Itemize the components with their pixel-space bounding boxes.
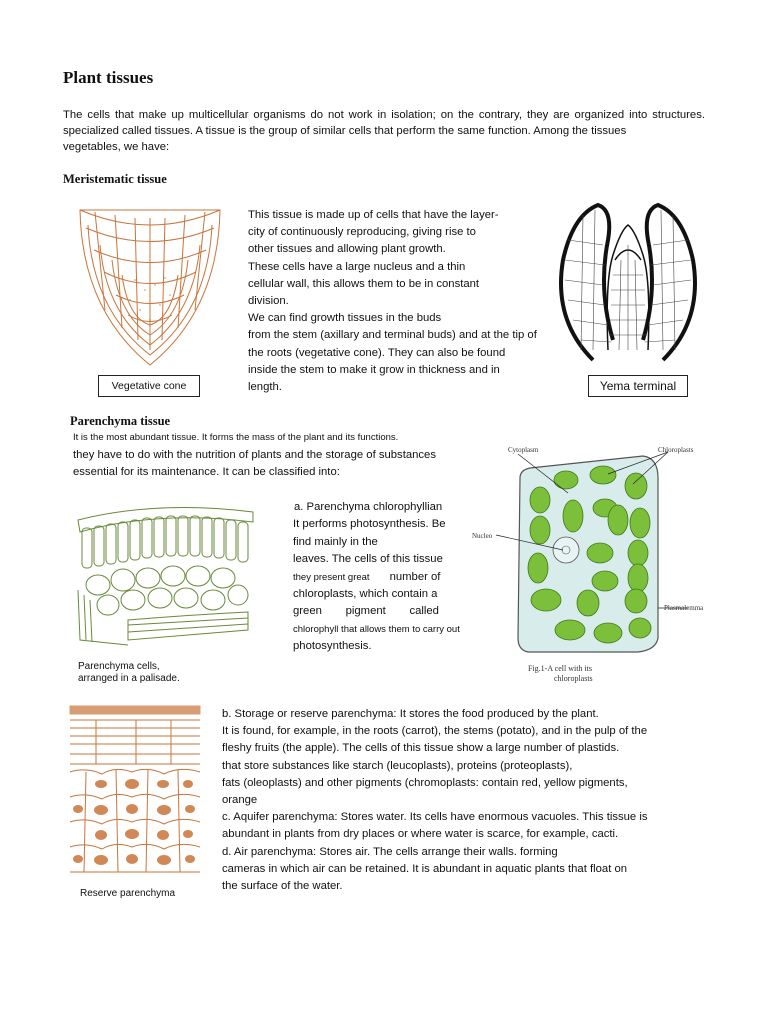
- terminal-bud-figure: [553, 200, 703, 362]
- meristematic-line: cellular wall, this allows them to be in constant: [248, 277, 480, 290]
- storage-line: c. Aquifer parenchyma: Stores water. Its cells have enormous vacuoles. This tissue is: [222, 811, 648, 824]
- parenchyma-heading: Parenchyma tissue: [70, 414, 171, 428]
- vegetative-cone-caption: Vegetative cone: [98, 375, 200, 397]
- cytoplasm-label: Cytoplasm: [508, 446, 539, 454]
- cell-figure-caption-1: Fig.1-A cell with its: [528, 664, 592, 673]
- storage-line: the surface of the water.: [222, 880, 343, 893]
- parenchyma-line-3: essential for its maintenance. It can be classified into:: [73, 466, 340, 478]
- intro-line-2: specialized called tissues. A tissue is the group of similar cells that perform the same function. Among the tissues: [63, 125, 627, 137]
- storage-line: d. Air parenchyma: Stores air. The cells arrange their walls. forming: [222, 845, 558, 858]
- storage-paragraph: [222, 706, 706, 895]
- vegetative-cone-figure: [70, 200, 230, 370]
- reserve-parenchyma-caption: Reserve parenchyma: [80, 888, 176, 899]
- intro-line-3: vegetables, we have:: [63, 141, 170, 153]
- chlorophyll-title: a. Parenchyma chlorophyllian: [294, 501, 443, 513]
- meristematic-line: We can find growth tissues in the buds: [248, 312, 442, 325]
- chlorophyll-line: leaves. The cells of this tissue: [293, 553, 443, 566]
- chlorophyll-line: [293, 603, 439, 620]
- meristematic-line: inside the stem to make it grow in thickness and in: [248, 363, 500, 376]
- page-title: Plant tissues: [63, 68, 154, 87]
- storage-line: fleshy fruits (the apple). The cells of this tissue show a large number of plastids.: [222, 742, 620, 755]
- chlorophyll-line-part: number of: [389, 570, 441, 583]
- reserve-parenchyma-figure: [66, 702, 206, 882]
- parenchyma-line-2: they have to do with the nutrition of plants and the storage of substances: [73, 449, 436, 461]
- parenchyma-line-1: It is the most abundant tissue. It forms the mass of the plant and its functions.: [73, 432, 399, 443]
- meristematic-line: city of continuously reproducing, giving rise to: [248, 226, 476, 239]
- meristematic-line: length.: [248, 381, 282, 394]
- storage-line: b. Storage or reserve parenchyma: It stores the food produced by the plant.: [222, 708, 599, 720]
- palisade-caption-line: Parenchyma cells,: [78, 661, 160, 672]
- nucleus-label: Nucleo: [472, 532, 493, 540]
- meristematic-line: other tissues and allowing plant growth.: [248, 243, 446, 256]
- palisade-caption-line: arranged in a palisade.: [78, 673, 180, 684]
- chloroplasts-label: Chloroplasts: [658, 446, 694, 454]
- storage-line: abundant in plants from dry places or where water is scarce, for example, cacti.: [222, 828, 619, 841]
- meristematic-line: the roots (vegetative cone). They can also be found: [248, 346, 506, 359]
- storage-line: cameras in which air can be retained. It is abundant in aquatic plants that float on: [222, 862, 628, 875]
- palisade-caption: [78, 661, 180, 685]
- intro-paragraph: [63, 107, 705, 155]
- chlorophyll-line: find mainly in the: [293, 535, 378, 548]
- palisade-figure: [68, 500, 258, 655]
- intro-line-1: The cells that make up multicellular organisms do not work in isolation; on the contrary, they are organized into structures.: [63, 109, 705, 121]
- storage-line: fats (oleoplasts) and other pigments (chromoplasts: contain red, yellow pigments,: [222, 776, 628, 789]
- chlorophyll-line-part: they present great: [293, 571, 370, 583]
- chlorophyll-line: It performs photosynthesis. Be: [293, 518, 446, 531]
- plasmalemma-label: Plasmalemma: [664, 604, 704, 612]
- terminal-bud-caption: Yema terminal: [588, 375, 688, 397]
- meristematic-paragraph: [248, 207, 540, 396]
- chlorophyll-line: [293, 569, 479, 586]
- chlorophyll-line: chlorophyll that allows them to carry out: [293, 623, 460, 635]
- storage-line: that store substances like starch (leucoplasts), proteins (proteoplasts),: [222, 759, 573, 772]
- meristematic-line: This tissue is made up of cells that have the layer-: [248, 209, 499, 221]
- chlorophyll-line-part: green: [293, 605, 322, 618]
- meristematic-heading: Meristematic tissue: [63, 172, 167, 186]
- meristematic-line: from the stem (axillary and terminal buds) and at the tip of: [248, 329, 537, 342]
- chlorophyll-line: photosynthesis.: [293, 640, 372, 653]
- storage-line: orange: [222, 794, 258, 807]
- chlorophyll-line: chloroplasts, which contain a: [293, 588, 438, 601]
- chlorophyll-line-part: called: [409, 605, 439, 618]
- chloroplast-cell-figure: [468, 438, 748, 688]
- chlorophyll-paragraph: [293, 499, 479, 656]
- storage-line: It is found, for example, in the roots (carrot), the stems (potato), and in the pulp of the: [222, 725, 648, 738]
- meristematic-line: division.: [248, 295, 289, 308]
- chlorophyll-line-part: pigment: [345, 605, 386, 618]
- meristematic-line: These cells have a large nucleus and a thin: [248, 260, 466, 273]
- cell-figure-caption-2: chloroplasts: [554, 674, 593, 683]
